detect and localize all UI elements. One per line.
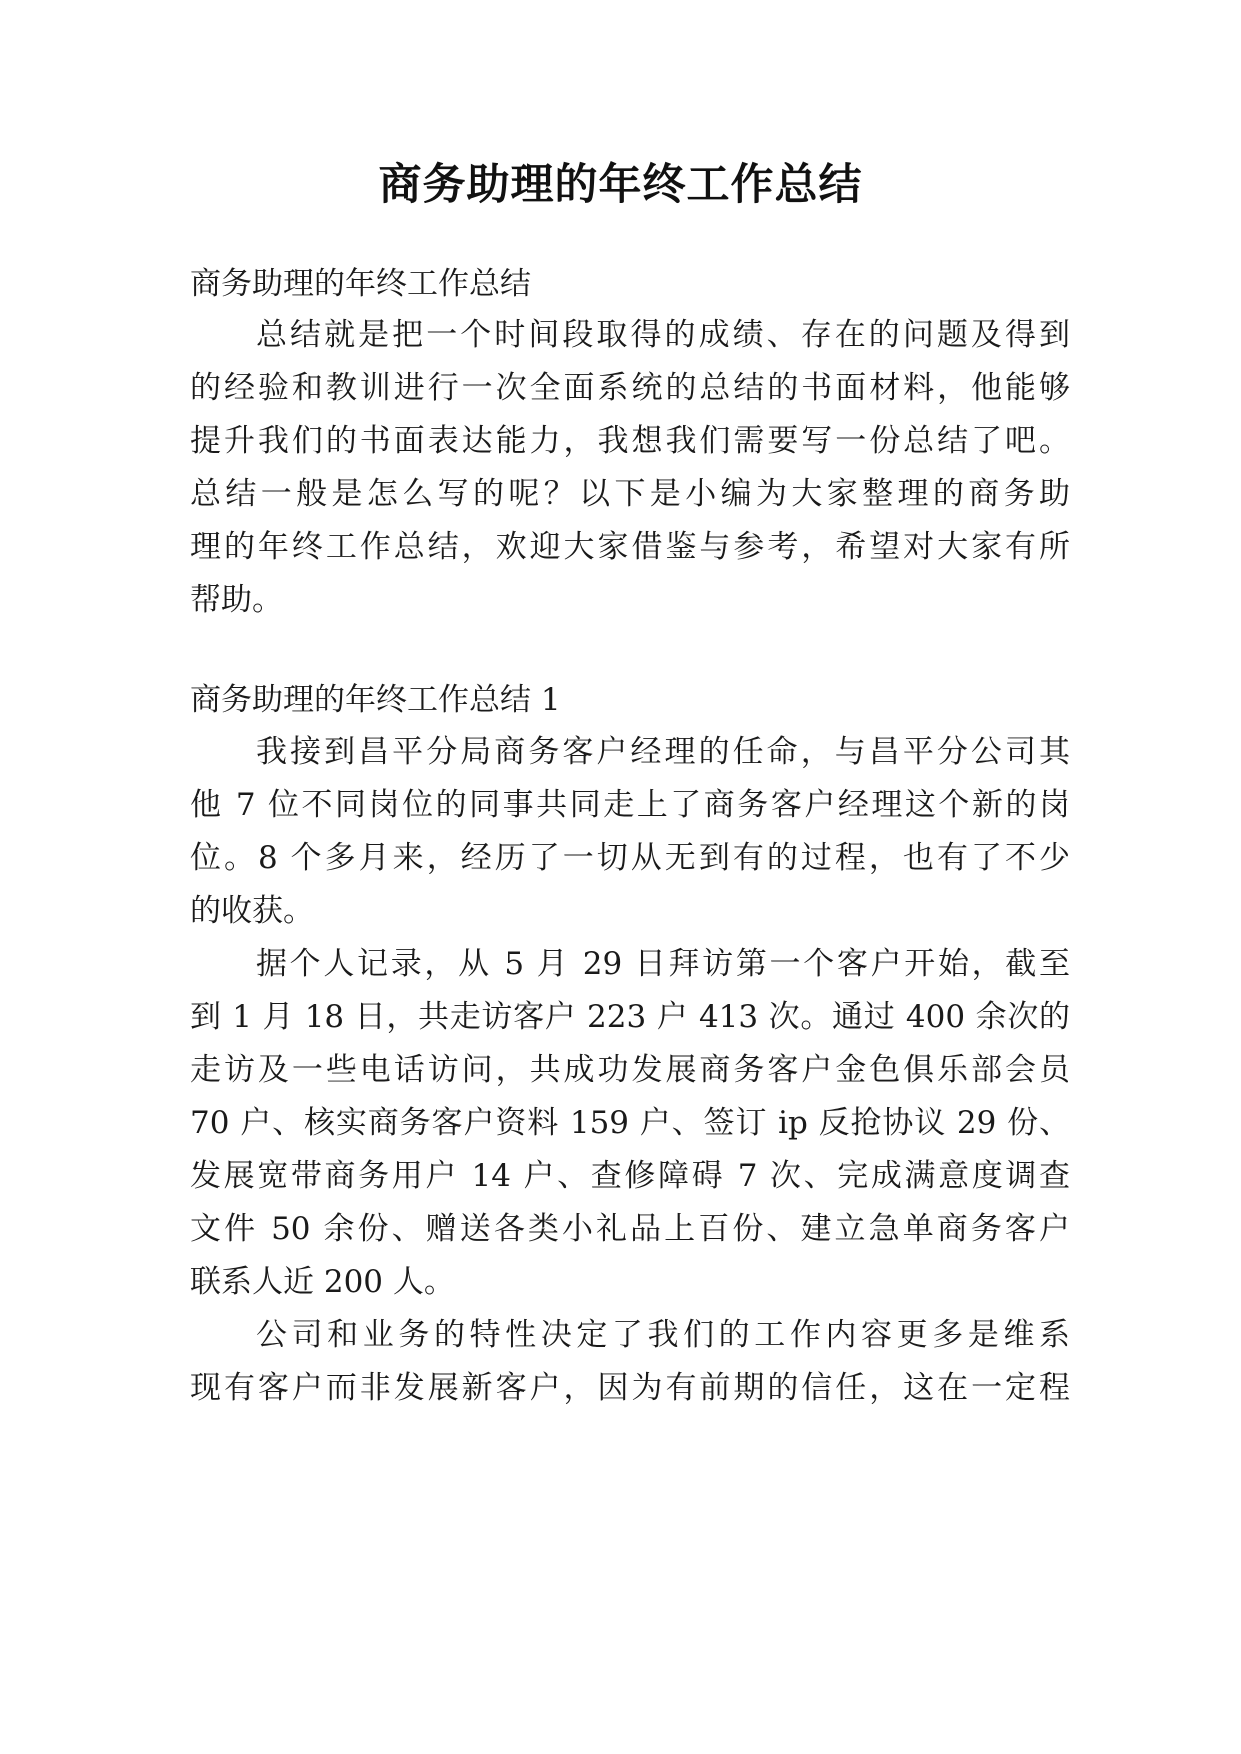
paragraph-line: 的收获。 — [190, 893, 314, 929]
intro-line: 帮助。 — [190, 582, 283, 618]
paragraph-line: 走访及一些电话访问，共成功发展商务客户金色俱乐部会员 — [190, 1052, 1070, 1088]
paragraph-line: 70 户、核实商务客户资料 159 户、签订 ip 反抢协议 29 份、 — [190, 1105, 1070, 1141]
paragraph-line: 文件 50 余份、赠送各类小礼品上百份、建立急单商务客户 — [190, 1211, 1070, 1247]
intro-line: 提升我们的书面表达能力，我想我们需要写一份总结了吧。 — [190, 423, 1070, 459]
intro-line: 的经验和教训进行一次全面系统的总结的书面材料，他能够 — [190, 370, 1070, 406]
intro-line: 理的年终工作总结，欢迎大家借鉴与参考，希望对大家有所 — [190, 529, 1070, 565]
intro-line: 总结一般是怎么写的呢？以下是小编为大家整理的商务助 — [190, 476, 1070, 512]
section-heading: 商务助理的年终工作总结 1 — [190, 682, 561, 718]
intro-line: 总结就是把一个时间段取得的成绩、存在的问题及得到 — [256, 317, 1070, 353]
document-title: 商务助理的年终工作总结 — [378, 160, 863, 210]
paragraph-line: 位。8 个多月来，经历了一切从无到有的过程，也有了不少 — [190, 840, 1070, 876]
paragraph-line: 他 7 位不同岗位的同事共同走上了商务客户经理这个新的岗 — [190, 787, 1070, 823]
paragraph-line: 公司和业务的特性决定了我们的工作内容更多是维系 — [256, 1317, 1070, 1353]
paragraph-line: 我接到昌平分局商务客户经理的任命，与昌平分公司其 — [256, 734, 1070, 770]
document-subtitle: 商务助理的年终工作总结 — [190, 266, 531, 302]
paragraph-line: 到 1 月 18 日，共走访客户 223 户 413 次。通过 400 余次的 — [190, 999, 1070, 1035]
paragraph-line: 现有客户而非发展新客户，因为有前期的信任，这在一定程 — [190, 1370, 1070, 1406]
paragraph-line: 联系人近 200 人。 — [190, 1264, 455, 1300]
paragraph-line: 发展宽带商务用户 14 户、查修障碍 7 次、完成满意度调查 — [190, 1158, 1070, 1194]
paragraph-line: 据个人记录，从 5 月 29 日拜访第一个客户开始，截至 — [256, 946, 1070, 982]
